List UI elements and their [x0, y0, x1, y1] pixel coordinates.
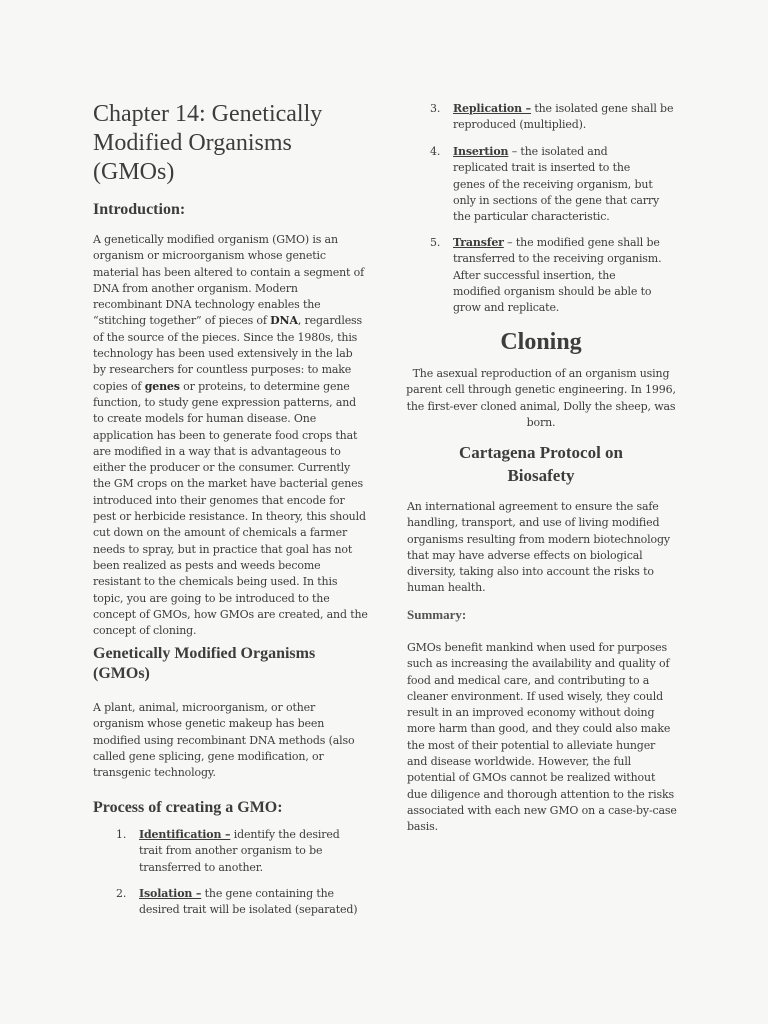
introduction-paragraph: A genetically modified organism (GMO) is an organism or microorganism whose genetic material has been altered to contain a segment of DNA from another organism. Modern recombinant DNA technology enables the “stitching together” of pieces of DNA, regardless of the source of the pieces. Since the 1980s, this technology has been used extensively in the lab by researchers for countless purposes: to make copies of genes or proteins, to determine gene function, to study gene expression patterns, and to create models for human disease. One application has been to generate food crops that are modified in a way that is advantageous to either the producer or the consumer. Currently the GM crops on the market have bacterial genes introduced into their genomes that encode for pest or herbicide resistance. In theory, this should cut down on the amount of chemicals a farmer needs to spray, but in practice that goal has not been realized as pests and weeds become resistant to the chemicals being used. In this topic, you are going to be introduced to the concept of GMOs, how GMOs are created, and the concept of cloning. — [93, 233, 368, 638]
introduction-heading: Introduction: — [93, 201, 186, 218]
gmo-definition: A plant, animal, microorganism, or other organism whose genetic makeup has been modified using recombinant DNA methods (also called gene splicing, gene modification, or transgenic technology. — [93, 701, 355, 780]
genes-term: genes — [144, 379, 180, 393]
summary-heading: Summary: — [407, 607, 467, 622]
cartagena-paragraph: An international agreement to ensure the safe handling, transport, and use of living modified organisms resulting from modern biotechnology that may have adverse effects on biological diversity, taking also into account the risks to human health. — [407, 500, 670, 595]
process-heading: Process of creating a GMO: — [93, 799, 283, 816]
cloning-heading: Cloning — [500, 329, 582, 355]
summary-paragraph: GMOs benefit mankind when used for purposes such as increasing the availability and quality of food and medical care, and contributing to a cleaner environment. If used wisely, they could result in an improved economy without doing more harm than good, and they could also make the most of their potential to alleviate hunger and disease worldwide. However, the full potential of GMOs cannot be realized without due diligence and thorough attention to the risks associated with each new GMO on a case-by-case basis. — [407, 641, 677, 834]
gmo-heading: Genetically Modified Organisms (GMOs) — [93, 645, 316, 682]
chapter-title: Chapter 14: Genetically Modified Organisms (GMOs) — [93, 101, 323, 185]
cloning-paragraph: The asexual reproduction of an organism using parent cell through genetic engineering. In 1996, the first-ever cloned animal, Dolly the sheep, was born. — [406, 367, 676, 429]
dna-term: DNA — [270, 314, 298, 328]
cartagena-heading: Cartagena Protocol on Biosafety — [459, 443, 623, 485]
